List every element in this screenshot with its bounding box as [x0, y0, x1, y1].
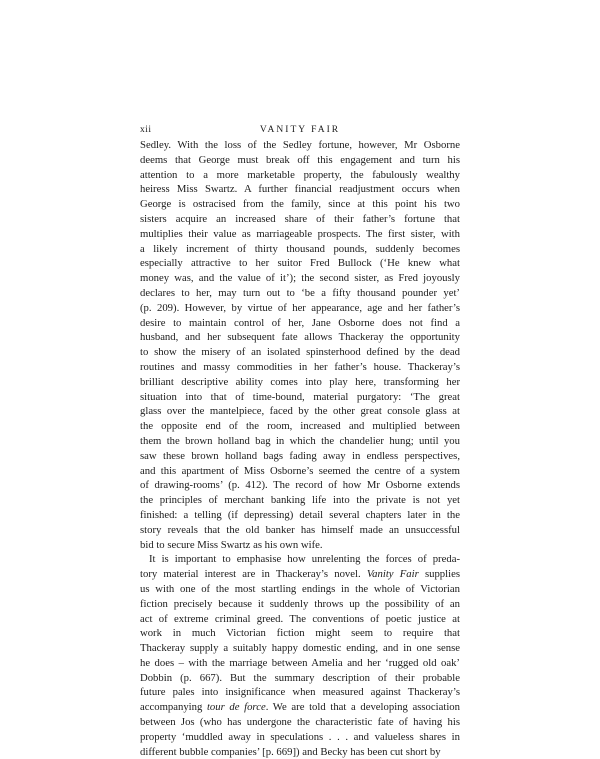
text-line: [140, 138, 460, 153]
text-line: [140, 641, 460, 656]
body-text: [140, 138, 460, 759]
text-line: [140, 197, 460, 212]
text-line: [140, 730, 460, 745]
text-line: [140, 182, 460, 197]
text-line: [140, 212, 460, 227]
text-run: to show the misery of an isolated spinsterhood defined by the dead: [140, 346, 460, 359]
text-run: declares to her, may turn out to ‘be a fifty thousand pounder yet’: [140, 286, 460, 299]
text-line: [140, 330, 460, 345]
text-line: [140, 715, 460, 730]
text-line: [140, 168, 460, 183]
text-line: [140, 404, 460, 419]
text-run: sisters acquire an increased share of their father’s fortune that: [140, 212, 460, 225]
text-line: [140, 227, 460, 242]
text-line: [140, 375, 460, 390]
text-run: future pales into insignificance when measured against Thackeray’s: [140, 686, 460, 699]
text-line: [140, 242, 460, 257]
text-run: a likely increment of thirty thousand pounds, suddenly becomes: [140, 242, 460, 255]
text-line: [140, 538, 460, 553]
text-run: different bubble companies’ [p. 669]) and Becky has been cut short by: [140, 745, 441, 758]
text-run: husband, and her subsequent fate allows Thackeray the opportunity: [140, 331, 460, 344]
text-run: (p. 209). However, by virtue of her appearance, age and her father’s: [140, 301, 460, 314]
italic-title: Vanity Fair: [366, 568, 419, 581]
text-run: the opposite end of the room, increased and multiplied between: [140, 420, 460, 433]
text-run: of drawing-rooms’ (p. 412). The record of how Mr Osborne extends: [140, 479, 460, 492]
text-line: [140, 153, 460, 168]
running-title: VANITY FAIR: [259, 125, 341, 135]
text-run: Sedley. With the loss of the Sedley fortune, however, Mr Osborne: [140, 139, 460, 151]
text-line: [140, 582, 460, 597]
text-line: [140, 301, 460, 316]
text-line: [140, 612, 460, 627]
text-run: Thackeray supply a suitably happy domestic ending, and in one sense: [140, 642, 460, 655]
text-run: fiction precisely because it suddenly throws up the possibility of an: [140, 597, 460, 610]
text-run: . We are told that a developing association: [265, 701, 460, 714]
text-line: [140, 449, 460, 464]
text-run: George is ostracised from the family, since at this point his two: [140, 198, 460, 211]
text-run: attention to a more marketable property, the fabulously wealthy: [140, 168, 460, 181]
text-line: [140, 256, 460, 271]
text-run: the principles of merchant banking life into the private is not yet: [140, 494, 460, 507]
text-line: [140, 390, 460, 405]
italic-title: tour de force: [206, 701, 266, 714]
text-line: [140, 597, 460, 612]
text-run: Dobbin (p. 667). But the summary description of their probable: [140, 671, 460, 684]
text-run: heiress Miss Swartz. A further financial readjustment occurs when: [140, 183, 460, 196]
text-line: [140, 523, 460, 538]
text-run: us with one of the most startling endings in the whole of Victorian: [140, 582, 460, 595]
text-line: [140, 626, 460, 641]
text-line: [140, 493, 460, 508]
text-run: tory material interest are in Thackeray’s novel.: [140, 568, 367, 581]
text-line: [140, 360, 460, 375]
page-number: xii: [140, 125, 152, 135]
text-line: [140, 700, 460, 715]
text-run: work in much Victorian fiction might seem to require that: [140, 627, 460, 640]
text-run: story reveals that the old banker has himself made an unsuccessful: [140, 523, 460, 536]
text-run: act of extreme criminal greed. The conventions of poetic justice at: [140, 612, 460, 625]
text-line: [140, 316, 460, 331]
text-line: [140, 745, 460, 759]
text-run: brilliant descriptive ability comes into play here, transforming her: [140, 375, 460, 388]
text-line: [140, 345, 460, 360]
text-run: and this apartment of Miss Osborne’s seemed the centre of a system: [140, 464, 460, 477]
text-run: finished: a telling (if depressing) detail several chapters later in the: [140, 508, 460, 521]
text-run: between Jos (who has undergone the characteristic fate of having his: [140, 716, 460, 729]
text-line: [140, 685, 460, 700]
running-head: [140, 123, 460, 137]
text-run: saw these brown holland bags fading away in endless perspectives,: [140, 449, 460, 462]
text-line: [140, 271, 460, 286]
text-line: [140, 434, 460, 449]
text-line: [140, 508, 460, 523]
text-run: money was, and the value of it’); the second sister, as Fred joyously: [140, 272, 460, 285]
text-line: [140, 286, 460, 301]
text-run: he does – with the marriage between Amelia and her ‘rugged old oak’: [140, 656, 460, 669]
text-line: [140, 478, 460, 493]
text-run: bid to secure Miss Swartz as his own wife.: [140, 538, 323, 551]
text-line: [140, 671, 460, 686]
text-run: deems that George must break off this engagement and turn his: [140, 153, 460, 166]
text-run: routines and massy commodities in her father’s house. Thackeray’s: [140, 360, 460, 373]
text-run: supplies: [418, 568, 460, 581]
text-run: accompanying: [140, 701, 207, 714]
text-line: [140, 419, 460, 434]
text-run: multiplies their value as marriageable prospects. The first sister, with: [140, 227, 460, 240]
text-run: property ‘muddled away in speculations . . . and valueless shares in: [140, 730, 460, 743]
text-run: glass over the mantelpiece, faced by the other great console glass at: [140, 405, 460, 418]
text-run: desire to maintain control of her, Jane Osborne does not find a: [140, 316, 460, 329]
text-line: [140, 552, 460, 567]
text-run: them the brown holland bag in which the chandelier hung; until you: [140, 434, 460, 447]
text-line: [140, 567, 460, 582]
text-line: [140, 656, 460, 671]
text-run: It is important to emphasise how unrelenting the forces of preda-: [149, 553, 460, 566]
text-line: [140, 464, 460, 479]
text-run: situation into that of time-bound, material purgatory: ‘The great: [140, 390, 460, 403]
text-run: especially attractive to her suitor Fred Bullock (‘He knew what: [140, 257, 460, 270]
